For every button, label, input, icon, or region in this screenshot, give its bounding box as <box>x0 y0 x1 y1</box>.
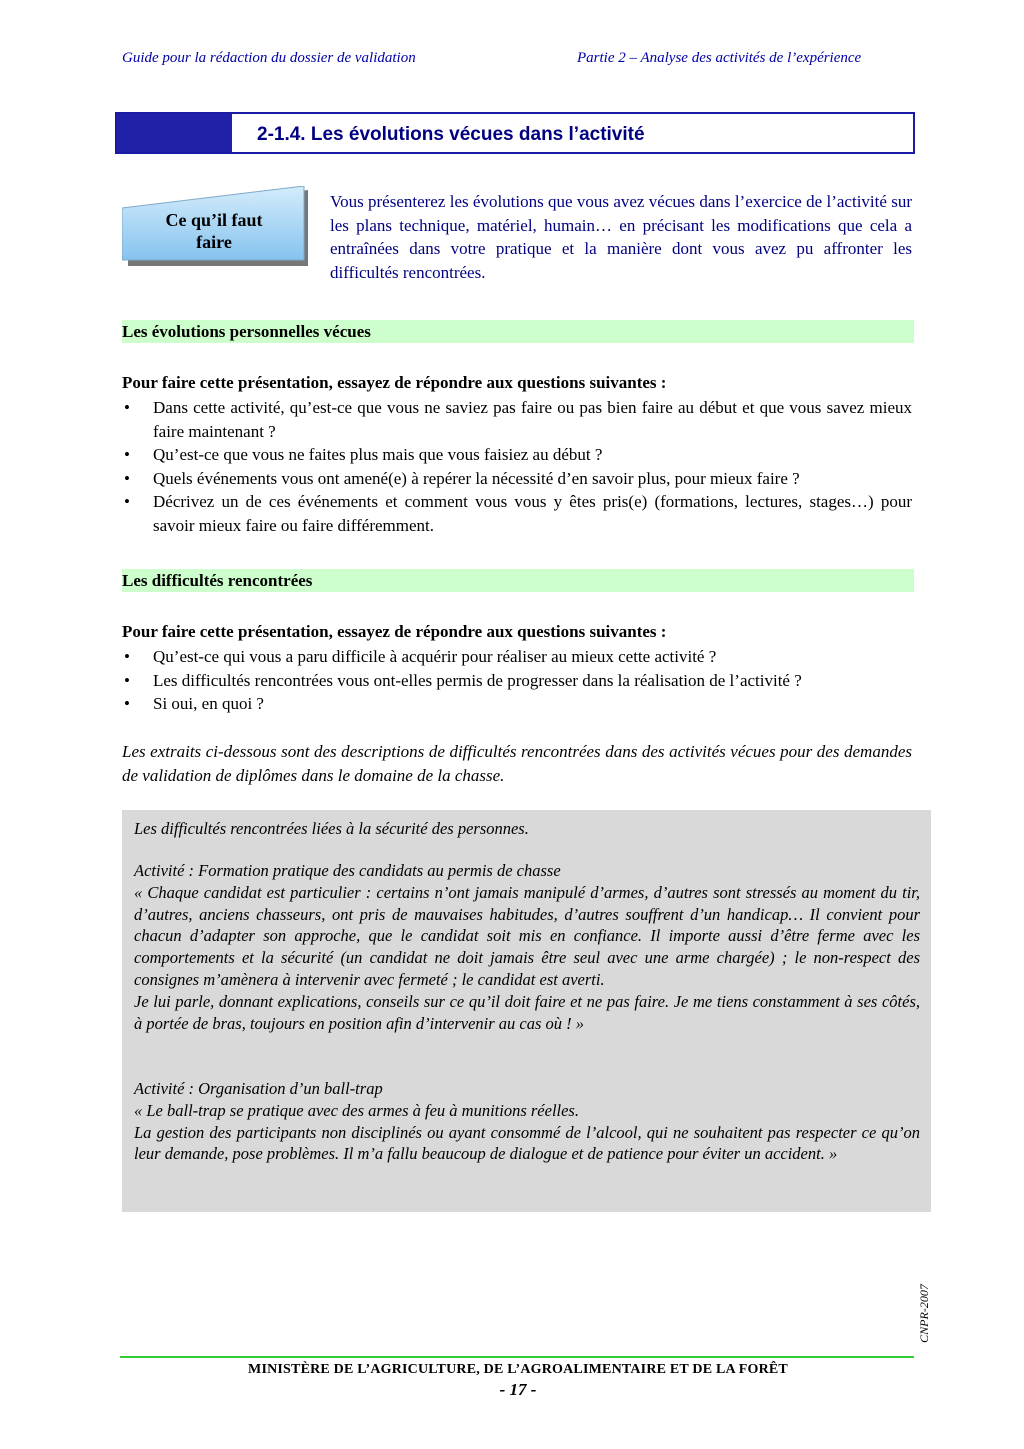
activity-label: Activité : Organisation d’un ball-trap <box>134 1079 383 1098</box>
example-activity-2 <box>134 1078 920 1165</box>
examples-box-title: Les difficultés rencontrées liées à la sécurité des personnes. <box>134 819 529 838</box>
activity-label: Activité : Formation pratique des candidats au permis de chasse <box>134 861 561 880</box>
list-item <box>122 669 912 693</box>
bullet-icon: • <box>124 694 130 713</box>
list-item <box>122 467 912 491</box>
page-number: - 17 - <box>499 1380 537 1399</box>
activity-quote: Je lui parle, donnant explications, conseils sur ce qu’il doit faire et ne pas faire. Je me tiens constamment à ses côtés, à portée de bras, toujours en position afin d’intervenir au cas où ! » <box>134 991 920 1033</box>
section-heading-evolutions: Les évolutions personnelles vécues <box>122 320 914 343</box>
list-item <box>122 396 912 443</box>
list-item-text: Si oui, en quoi ? <box>153 694 264 713</box>
list-item-text: Dans cette activité, qu’est-ce que vous ne saviez pas faire ou pas bien faire au début et que vous savez mieux faire maintenant ? <box>153 398 912 441</box>
bullet-icon: • <box>124 492 130 511</box>
list-item-text: Les difficultés rencontrées vous ont-elles permis de progresser dans la réalisation de l’activité ? <box>153 670 802 690</box>
example-activity-1 <box>134 860 920 1034</box>
questions-lead: Pour faire cette présentation, essayez de répondre aux questions suivantes : <box>122 373 667 392</box>
questions-lead: Pour faire cette présentation, essayez de répondre aux questions suivantes : <box>122 622 667 641</box>
bullet-icon: • <box>124 468 130 488</box>
side-note <box>916 1280 943 1350</box>
list-item <box>122 692 912 716</box>
list-item <box>122 490 912 537</box>
section-title: 2-1.4. Les évolutions vécues dans l’activité <box>257 124 645 145</box>
list-item-text: Décrivez un de ces événements et comment vous vous y êtes pris(e) (formations, lectures, stages…) pour savoir mieux faire ou faire différemment. <box>153 492 912 535</box>
bullet-icon: • <box>124 647 130 666</box>
activity-quote: La gestion des participants non disciplinés ou ayant consommé de l’alcool, qui ne souhaitent pas respecter ce qu’on leur demande, pose problèmes. Il m’a fallu beaucoup de dialogue et de patience pour éviter un accident. » <box>134 1122 920 1164</box>
questions-list-evolutions <box>122 396 912 537</box>
running-header-left: Guide pour la rédaction du dossier de validation <box>122 50 416 66</box>
list-item <box>122 645 912 669</box>
questions-list-difficultes <box>122 645 912 716</box>
footer-rule <box>120 1356 914 1358</box>
bullet-icon: • <box>124 398 130 417</box>
bullet-icon: • <box>124 670 130 690</box>
bullet-icon: • <box>124 445 130 464</box>
footer-ministry: MINISTÈRE DE L’AGRICULTURE, DE L’AGROALIMENTAIRE ET DE LA FORÊT <box>248 1362 788 1377</box>
list-item-text: Qu’est-ce que vous ne faites plus mais que vous faisiez au début ? <box>153 445 603 464</box>
side-note-text: CNPR-2007 <box>916 1284 931 1343</box>
section-title-box <box>115 112 915 154</box>
intro-paragraph: Vous présenterez les évolutions que vous avez vécues dans l’exercice de l’activité sur les plans technique, matériel, humain… en précisant les modifications que cela a entraînées dans votre pratique et la manière dont vous avez pu affronter les difficultés rencontrées. <box>330 192 912 282</box>
list-item-text: Quels événements vous ont amené(e) à repérer la nécessité d’en savoir plus, pour mieux faire ? <box>153 468 800 488</box>
section-heading-difficultes: Les difficultés rencontrées <box>122 569 914 592</box>
extracts-intro: Les extraits ci-dessous sont des descriptions de difficultés rencontrées dans des activités vécues pour des demandes de validation de diplômes dans le domaine de la chasse. <box>122 742 912 785</box>
instruction-tag-label: Ce qu’il faut faire <box>165 210 263 252</box>
activity-quote: « Chaque candidat est particulier : certains n’ont jamais manipulé d’armes, d’autres sont stressés au moment du tir, d’autres, anciens chasseurs, ont pris de mauvaises habitudes, d’autres souffrent d’un handicap… Il convient pour chacun d’adapter son approche, que le candidat soit mis en confiance. Il importe aussi d’être ferme avec les comportements et la sécurité (un candidat ne doit jamais être seul avec une arme chargée) ; le non-respect des consignes m’amènera à intervenir avec fermeté ; le candidat est averti. <box>134 882 920 989</box>
title-accent-bar <box>117 114 232 152</box>
activity-quote: « Le ball-trap se pratique avec des armes à feu à munitions réelles. <box>134 1100 579 1120</box>
list-item-text: Qu’est-ce qui vous a paru difficile à acquérir pour réaliser au mieux cette activité ? <box>153 647 717 666</box>
list-item <box>122 443 912 467</box>
running-header-right: Partie 2 – Analyse des activités de l’expérience <box>577 50 862 66</box>
